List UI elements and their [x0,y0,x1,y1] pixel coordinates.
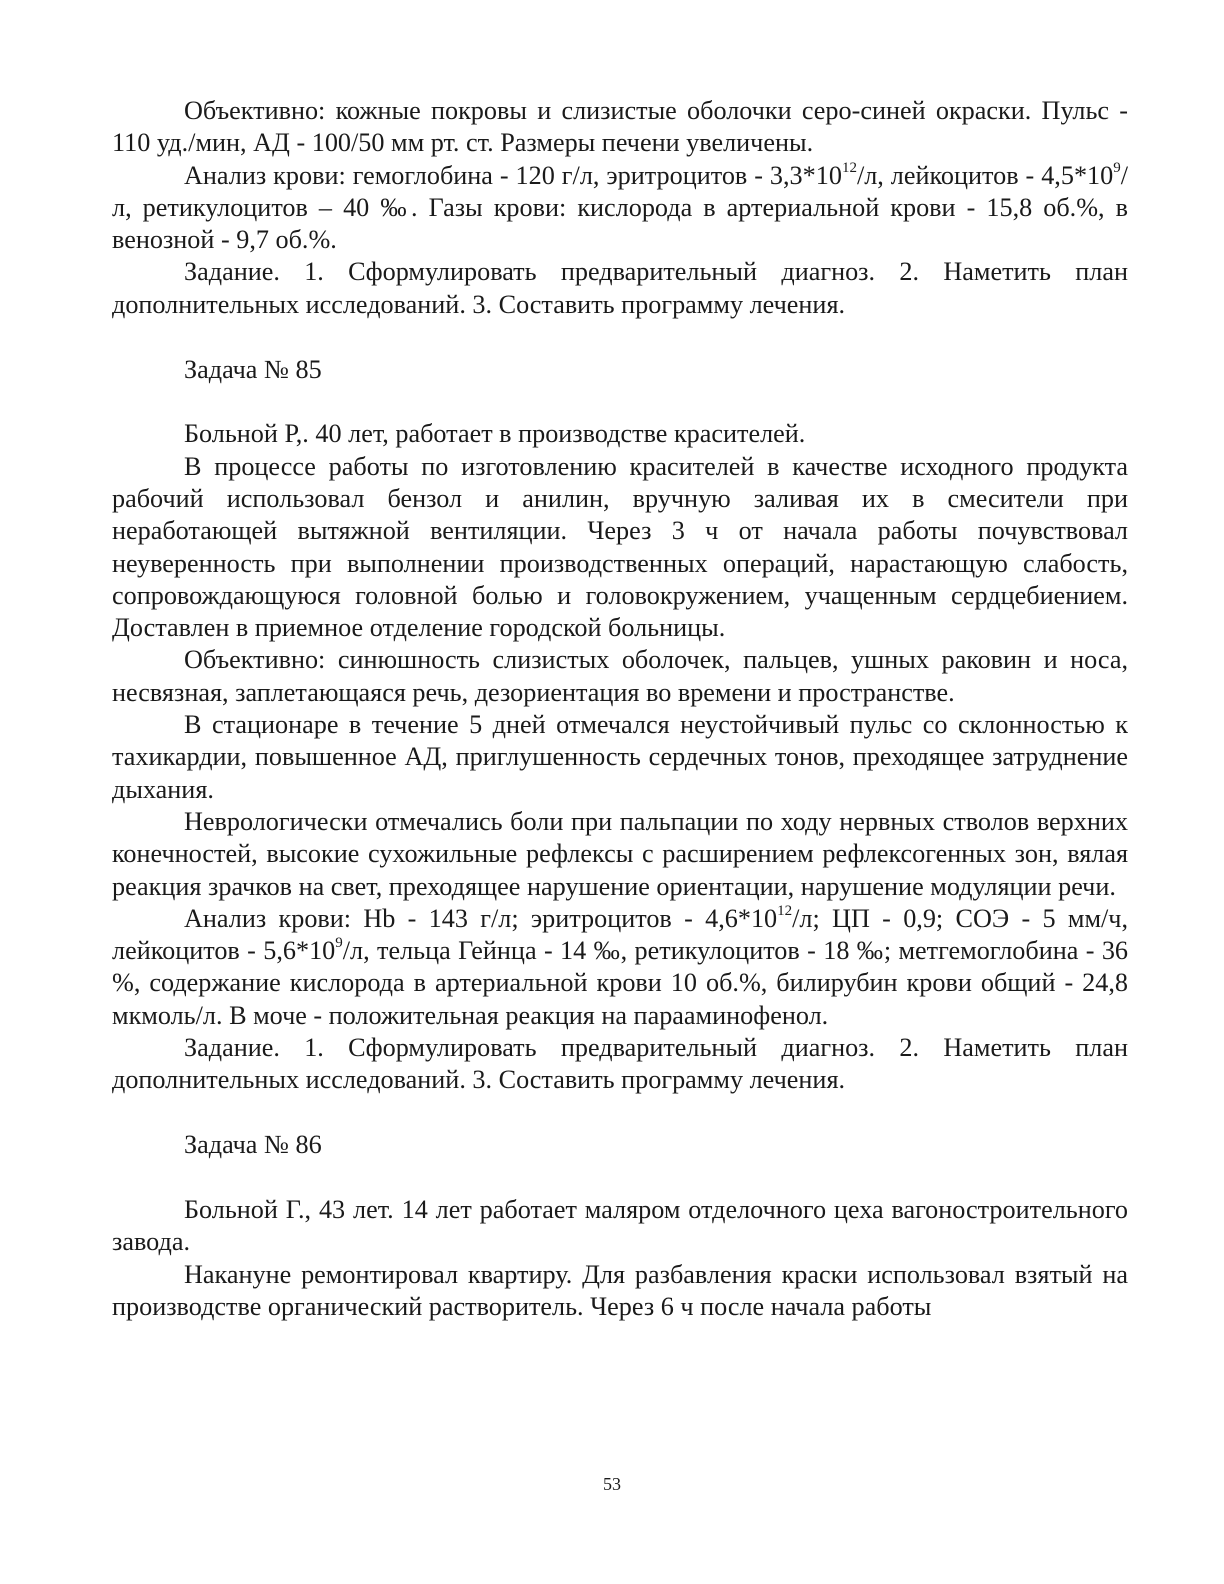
text-segment: /л, тельца Гейнца - 14 ‰, ретикулоцитов - 18 ‰; метгемоглобина - 36 %, содержание кислорода в артериальной крови 10 об.%, билирубин крови общий - 24,8 мкмоль/л. В моче - положительная реакция на парааминофенол. [112,936,1129,1030]
heading-problem-85: Задача № 85 [184,354,322,384]
spacer [112,1161,1128,1194]
paragraph-objective-84: Объективно: кожные покровы и слизистые оболочки серо-синей окраски. Пульс - 110 уд./мин, АД - 100/50 мм рт. ст. Размеры печени увеличены. [112,96,1128,158]
superscript: 9 [335,935,343,952]
paragraph-history-85: В процессе работы по изготовлению красителей в качестве исходного продукта рабочий использовал бензол и анилин, вручную заливая их в смесители при неработающей вытяжной вентиляции. Через 3 ч от начала работы почувствовал неуверенность при выполнении производственных операций, нарастающую слабость, сопровождающуюся головной болью и головокружением, учащенным сердцебиением. Доставлен в приемное отделение городской больницы. [112,451,1128,643]
superscript: 9 [1113,159,1121,176]
spacer [112,321,1128,354]
paragraph-patient-86: Больной Г., 43 лет. 14 лет работает маляром отделочного цеха вагоностроительного завода. [112,1194,1128,1257]
text-segment: /л, лейкоцитов - 4,5*10 [856,160,1114,190]
paragraph-task-84: Задание. 1. Сформулировать предварительный диагноз. 2. Наметить план дополнительных исследований. 3. Составить программу лечения. [112,257,1128,319]
paragraph-history-86: Накануне ремонтировал квартиру. Для разбавления краски использовал взятый на производстве органический растворитель. Через 6 ч после начала работы [112,1259,1128,1321]
spacer [112,386,1128,419]
paragraph-blood-analysis-85 [112,903,1128,1032]
paragraph-hospital-85: В стационаре в течение 5 дней отмечался неустойчивый пульс со склонностью к тахикардии, повышенное АД, приглушенность сердечных тонов, преходящее затруднение дыхания. [112,710,1128,804]
paragraph-task-85: Задание. 1. Сформулировать предварительный диагноз. 2. Наметить план дополнительных исследований. 3. Составить программу лечения. [112,1033,1128,1095]
paragraph-objective-85: Объективно: синюшность слизистых оболочек, пальцев, ушных раковин и носа, несвязная, заплетающаяся речь, дезориентация во времени и пространстве. [112,645,1128,707]
text-segment: Анализ крови: гемоглобина - 120 г/л, эритроцитов - 3,3*10 [184,160,842,190]
page-number: 53 [603,1474,621,1494]
superscript: 12 [777,903,793,920]
text-segment: /л; ЦП - 0,9; СОЭ - 5 мм/ч, лейкоцитов - 5,6*10 [112,903,1129,966]
spacer [112,1097,1128,1130]
heading-problem-86: Задача № 86 [184,1130,322,1160]
text-segment: /л, ретикулоцитов – 40 ‰. Газы крови: кислорода в артериальной крови - 15,8 об.%, в венозной - 9,7 об.%. [112,160,1129,255]
paragraph-neurology-85: Неврологически отмечались боли при пальпации по ходу нервных стволов верхних конечностей, высокие сухожильные рефлексы с расширением рефлексогенных зон, вялая реакция зрачков на свет, преходящее нарушение ориентации, нарушение модуляции речи. [112,806,1128,901]
paragraph-blood-analysis-84 [112,160,1128,257]
text-segment: Анализ крови: Hb - 143 г/л; эритроцитов - 4,6*10 [184,903,778,933]
superscript: 12 [841,159,857,176]
paragraph-patient-85: Больной Р,. 40 лет, работает в производстве красителей. [184,419,806,449]
document-page [112,95,1128,1323]
